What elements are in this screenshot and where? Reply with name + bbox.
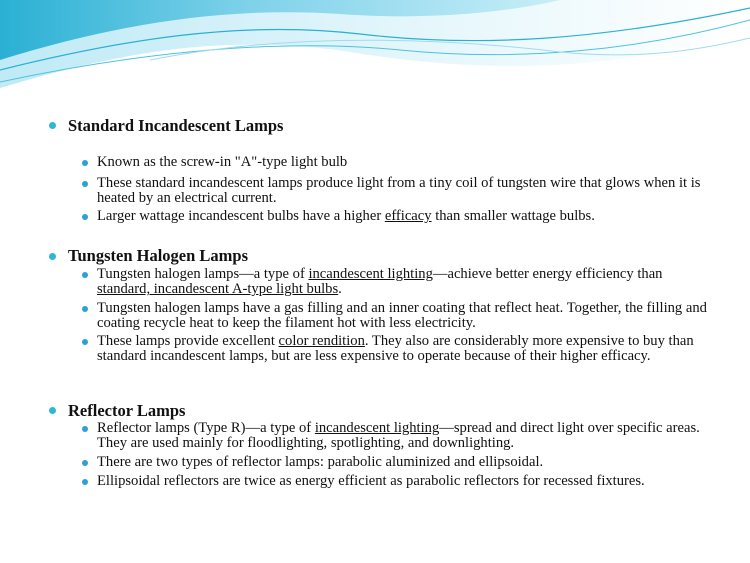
section-title-reflector: Reflector Lamps: [68, 401, 186, 420]
link-color-rendition[interactable]: color rendition: [278, 333, 365, 349]
item-bullet: [82, 426, 88, 432]
bullet-item: Ellipsoidal reflectors are twice as energy efficient as parabolic reflectors for recessed fixtures.: [97, 473, 645, 489]
item-bullet: [82, 460, 88, 466]
section-bullet: [49, 122, 56, 129]
link-standard-a-type-bulbs[interactable]: standard, incandescent A-type light bulbs: [97, 281, 339, 298]
item-bullet: [82, 272, 88, 278]
item-bullet: [82, 479, 88, 485]
item-bullet: [82, 160, 88, 166]
section-title-standard-incandescent: Standard Incandescent Lamps: [68, 116, 284, 135]
bullet-item: Tungsten halogen lamps have a gas filling and an inner coating that reflect heat. Together, the filling and coating recycle heat to keep the filament hot with less electricity.: [97, 300, 707, 332]
bullet-item: There are two types of reflector lamps: parabolic aluminized and ellipsoidal.: [97, 454, 544, 470]
section-title-tungsten-halogen: Tungsten Halogen Lamps: [68, 246, 249, 265]
bullet-item: These standard incandescent lamps produce light from a tiny coil of tungsten wire that glows when it is heated by an electrical current.: [97, 175, 701, 207]
item-bullet: [82, 214, 88, 220]
link-incandescent-lighting[interactable]: incandescent lighting: [314, 420, 440, 436]
bullet-item: Tungsten halogen lamps—a type of incandescent lighting—achieve better energy efficiency than standard, incandescent A-type light bulbs.: [97, 266, 663, 298]
item-bullet: [82, 339, 88, 345]
bullet-item: Known as the screw-in "A"-type light bulb: [97, 154, 348, 170]
bullet-item: These lamps provide excellent color rendition. They also are considerably more expensive to buy than standard incandescent lamps, but are less expensive to operate because of their higher efficacy.: [97, 333, 694, 365]
item-bullet: [82, 306, 88, 312]
link-incandescent-lighting[interactable]: incandescent lighting: [308, 266, 433, 282]
section-bullet: [49, 407, 56, 414]
section-bullet: [49, 253, 56, 260]
bullet-item: Reflector lamps (Type R)—a type of incandescent lighting—spread and direct light over specific areas. They are used mainly for floodlighting, spotlighting, and downlighting.: [97, 420, 700, 452]
bullet-item: Larger wattage incandescent bulbs have a higher efficacy than smaller wattage bulbs.: [97, 208, 595, 224]
link-efficacy[interactable]: efficacy: [384, 208, 432, 224]
item-bullet: [82, 181, 88, 187]
